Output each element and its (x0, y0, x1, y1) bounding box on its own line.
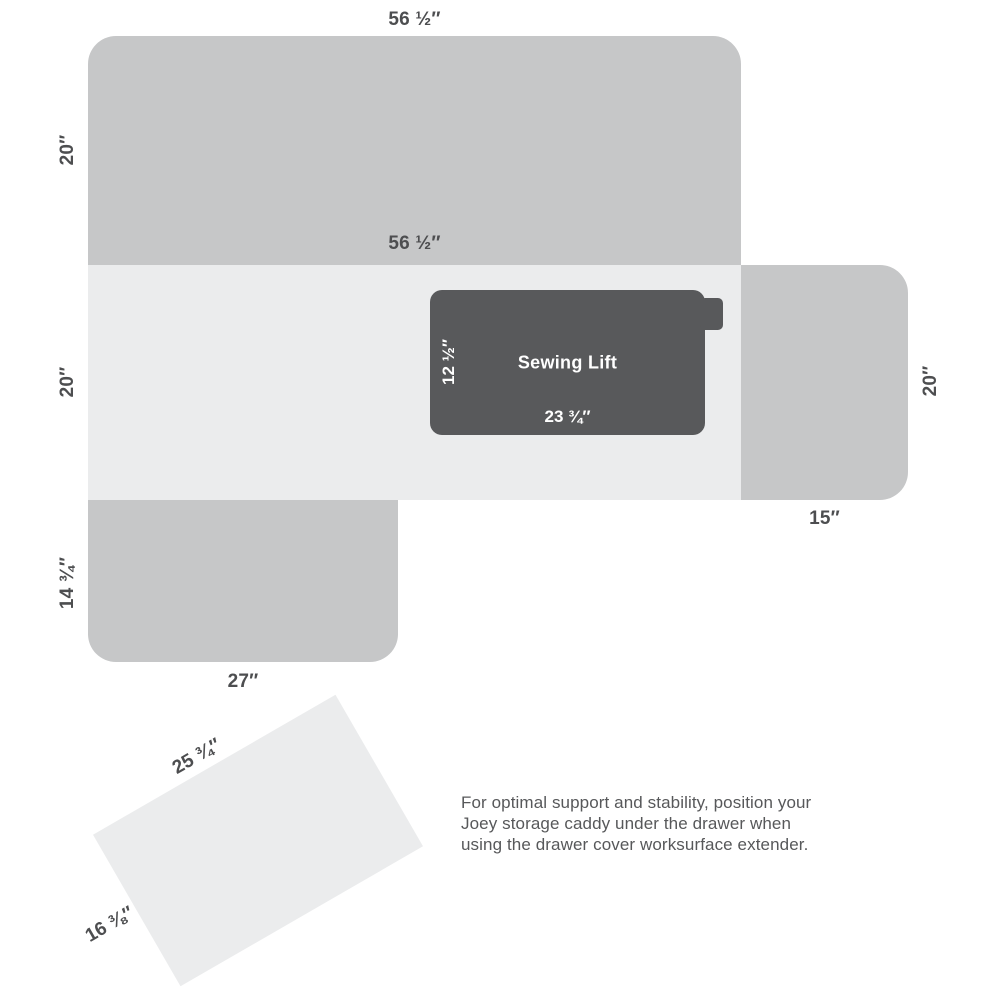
sewing-lift-width-label: 23 ¾″ (544, 407, 591, 426)
support-note-line-3: using the drawer cover worksurface extender. (461, 835, 809, 854)
lower-left-panel (88, 500, 398, 662)
support-note (461, 792, 811, 855)
extension-width-label: 15″ (809, 508, 840, 529)
extension-height-label: 20″ (920, 365, 941, 397)
top-width-label: 56 ½″ (388, 9, 441, 30)
lower-left-height-label: 14 ¾″ (57, 556, 78, 610)
drawer-cover-width-label: 16 ⅜″ (81, 902, 138, 947)
top-height-label: 20″ (57, 134, 78, 166)
middle-height-label: 20″ (57, 366, 78, 398)
support-note-line-2: Joey storage caddy under the drawer when (461, 814, 792, 833)
sewing-lift-title: Sewing Lift (517, 352, 618, 372)
sewing-lift-box (430, 290, 705, 435)
sewing-lift-height-label: 12 ½″ (439, 339, 458, 385)
lower-left-width-label: 27″ (227, 671, 259, 692)
drawer-cover-panel (93, 695, 423, 987)
drawer-cover-length-label: 25 ¾″ (168, 734, 225, 779)
top-worksurface-panel (88, 36, 741, 265)
right-extension-panel (741, 265, 908, 500)
sewing-lift-tab (700, 298, 723, 330)
support-note-line-1: For optimal support and stability, position your (461, 793, 812, 812)
middle-width-label: 56 ½″ (388, 233, 441, 254)
